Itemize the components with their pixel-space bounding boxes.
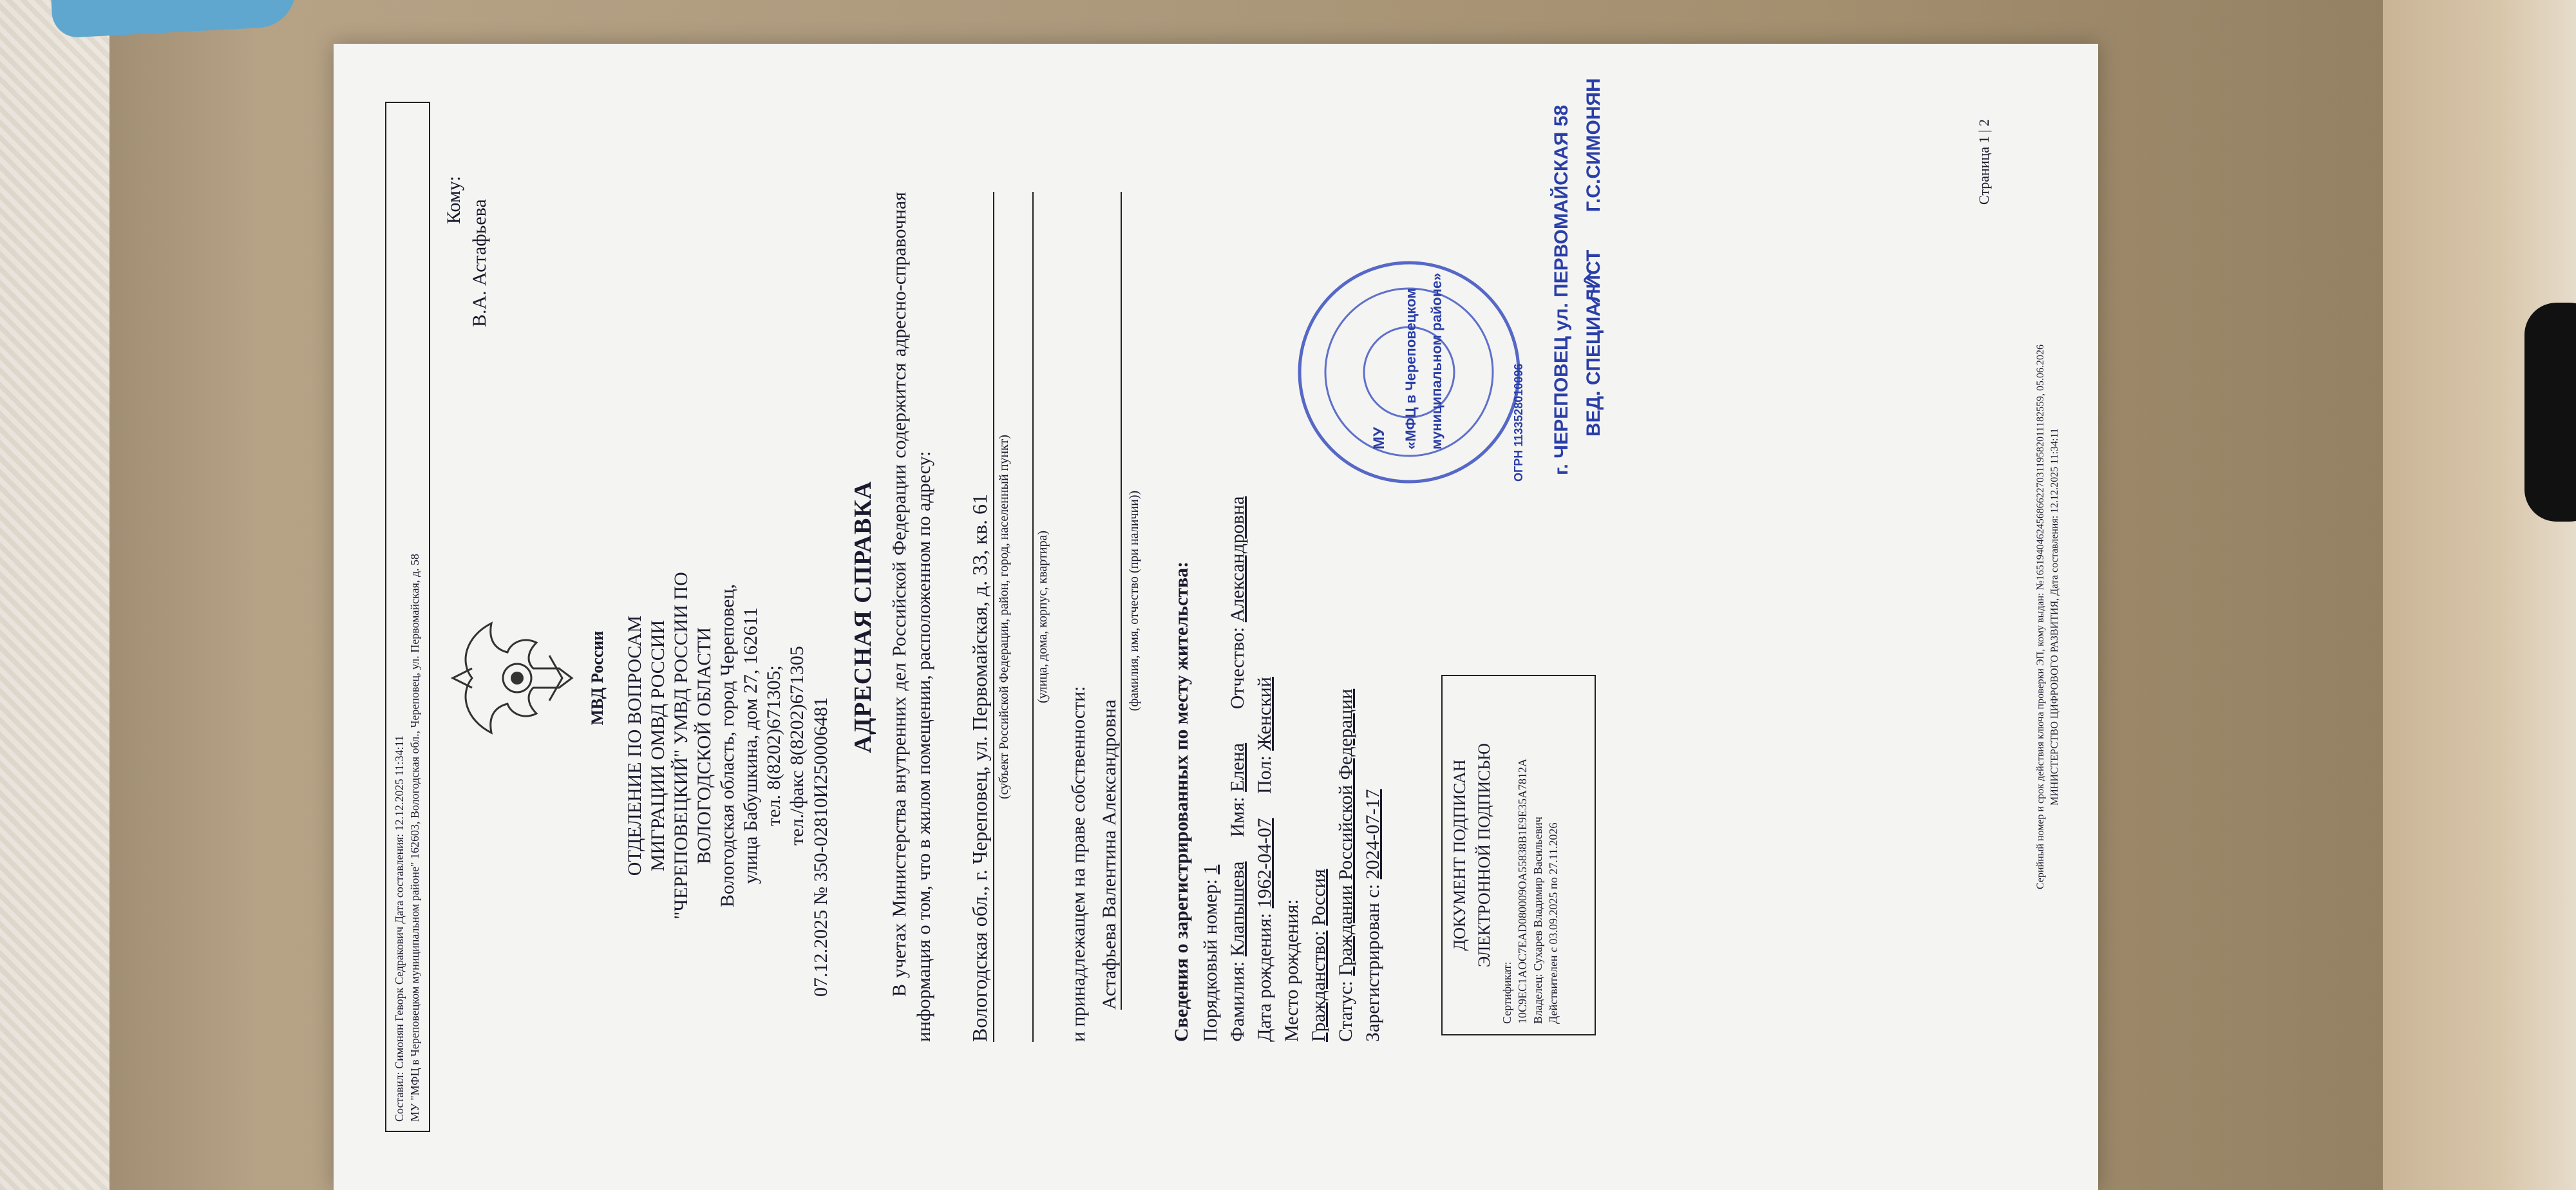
registered-row — [1362, 789, 1384, 1042]
name-label: Имя: — [1227, 797, 1248, 838]
registered-value: 2024-07-17 — [1362, 789, 1383, 880]
dept-line: "ЧЕРЕПОВЕЦКИЙ" УМВД РОССИИ ПО — [670, 572, 692, 920]
registered-label: Зарегистрирован с: — [1362, 883, 1383, 1042]
eagle-emblem-icon — [446, 617, 575, 739]
address-line: Вологодская обл., г. Череповец, ул. Первомайская, д. 33, кв. 61 — [968, 192, 994, 1042]
dept-line: ОТДЕЛЕНИЕ ПО ВОПРОСАМ — [624, 615, 645, 876]
birthdate-value: 1962-04-07 — [1254, 818, 1275, 909]
surname-label: Фамилия: — [1227, 961, 1248, 1042]
surname-value: Клапышева — [1227, 861, 1248, 957]
sex-value: Женский — [1254, 677, 1275, 751]
handwritten-signature-icon — [1577, 269, 1609, 308]
patronymic-value: Александровна — [1227, 496, 1248, 623]
stamp-specialist-title: ВЕД. СПЕЦИАЛИСТ — [1583, 249, 1604, 437]
signature-heading1: ДОКУМЕНТ ПОДПИСАН — [1450, 759, 1469, 951]
dept-line: тел. 8(8202)671305; — [763, 665, 784, 826]
reference-number: 07.12.2025 № 350-02810И250006481 — [810, 697, 831, 997]
certificate-value: 10C9EC1AOC7EAD080009OA55838B1E9E35A7812A — [1516, 759, 1529, 1024]
citizenship-value: Россия — [1308, 869, 1329, 926]
footer-note — [2034, 115, 2062, 1119]
birthplace-row — [1281, 899, 1303, 1042]
stamp-mu: МУ — [1370, 427, 1388, 449]
footer-note-line1: Серийный номер и срок действия ключа проверки ЭП, кому выдан: №165194046245686622703119582011182559, 05.06.2026 — [2035, 345, 2046, 889]
stamp-mfc: «МФЦ в Череповецком — [1403, 288, 1419, 449]
patronymic-label: Отчество: — [1227, 627, 1248, 710]
dept-line: Вологодская область, город Череповец, — [717, 584, 738, 908]
status-row — [1335, 689, 1357, 1042]
certificate-owner: Владелец: Сухарев Владимир Васильевич — [1531, 817, 1544, 1024]
stamp-city: г. ЧЕРЕПОВЕЦ ул. ПЕРВОМАЙСКАЯ 58 — [1551, 104, 1572, 475]
sex-label: Пол: — [1254, 755, 1275, 794]
citizenship-label: Гражданство: — [1308, 930, 1329, 1042]
cloth-background — [0, 0, 109, 1190]
ordinal-value: 1 — [1200, 864, 1221, 874]
document-sheet — [334, 44, 2098, 1190]
dept-line: улица Бабушкина, дом 27, 162611 — [740, 607, 761, 884]
status-value: Граждании Российской Федерации — [1335, 688, 1356, 976]
signature-heading2: ЭЛЕКТРОННОЙ ПОДПИСЬЮ — [1475, 743, 1493, 967]
name-value: Елена — [1227, 742, 1248, 792]
owner-intro: и принадлежащем на праве собственности: — [1068, 686, 1089, 1042]
ordinal-label: Порядковый номер: — [1200, 879, 1221, 1042]
stamp-district: муниципальном районе» — [1428, 272, 1444, 449]
compiler-line1: Составил: Симонян Геворк Седракович Дата составления: 12.12.2025 11:34:11 — [393, 735, 406, 1122]
ministry-name: МВД России — [588, 630, 607, 726]
birthdate-label: Дата рождения: — [1254, 912, 1275, 1042]
dark-object — [2524, 303, 2576, 522]
stamp-ogrn: ОГРН 1133528010096 — [1512, 363, 1525, 482]
department-block — [623, 514, 809, 978]
ordinal-row — [1200, 865, 1222, 1042]
page-number: Страница 1 | 2 — [1976, 118, 1992, 205]
recipient-label: Кому: — [443, 176, 464, 224]
citizenship-row — [1308, 869, 1330, 1042]
owner-caption: (фамилия, имя, отчество (при наличии)) — [1127, 490, 1141, 712]
surname-row — [1227, 496, 1249, 1042]
status-label: Статус: — [1335, 981, 1356, 1042]
paper — [334, 44, 2098, 1190]
residence-heading: Сведения о зарегистрированных по месту жительства: — [1171, 561, 1192, 1042]
stamp-specialist-name: Г.С.СИМОНЯН — [1583, 78, 1604, 212]
certificate-label: Сертификат: — [1501, 961, 1513, 1024]
address-blank-line — [1032, 192, 1034, 1042]
intro-paragraph: В учетах Министерства внутренних дел Российской Федерации содержится адресно-справочная информация о том, что в жилом помещении, расположенном по адресу: — [889, 192, 934, 1042]
wood-table — [2383, 0, 2576, 1190]
compiler-box — [385, 102, 430, 1132]
dept-line: тел./факс 8(8202)671305 — [786, 646, 808, 845]
birthplace-label: Место рождения: — [1281, 899, 1302, 1042]
street-caption: (улица, дома, корпус, квартира) — [1036, 531, 1050, 704]
dept-line: МИГРАЦИИ ОМВД РОССИИ — [647, 619, 668, 872]
birthdate-row — [1254, 677, 1276, 1042]
dept-line: ВОЛОГОДСКОЙ ОБЛАСТИ — [694, 627, 715, 865]
footer-note-line2: МИНИСТЕРСТВО ЦИФРОВОГО РАЗВИТИЯ, Дата составления: 12.12.2025 11:34:11 — [2049, 428, 2060, 806]
recipient-name: В.А. Астафьева — [469, 199, 490, 327]
blue-bag — [50, 0, 298, 39]
address-caption: (субъект Российской Федерации, район, город, населенный пункт) — [997, 435, 1011, 799]
stamp-specialist — [1583, 78, 1605, 437]
owner-name: Астафьева Валентина Александровна — [1099, 192, 1122, 1010]
document-title: АДРЕСНАЯ СПРАВКА — [849, 480, 876, 753]
compiler-line2: МУ "МФЦ в Череповецком муниципальном районе" 162603, Вологодская обл., Череповец, ул. Первомайская, д. 58 — [408, 553, 421, 1122]
certificate-validity: Действителен с 03.09.2025 по 27.11.2026 — [1547, 822, 1560, 1024]
electronic-signature-box — [1441, 675, 1596, 1035]
